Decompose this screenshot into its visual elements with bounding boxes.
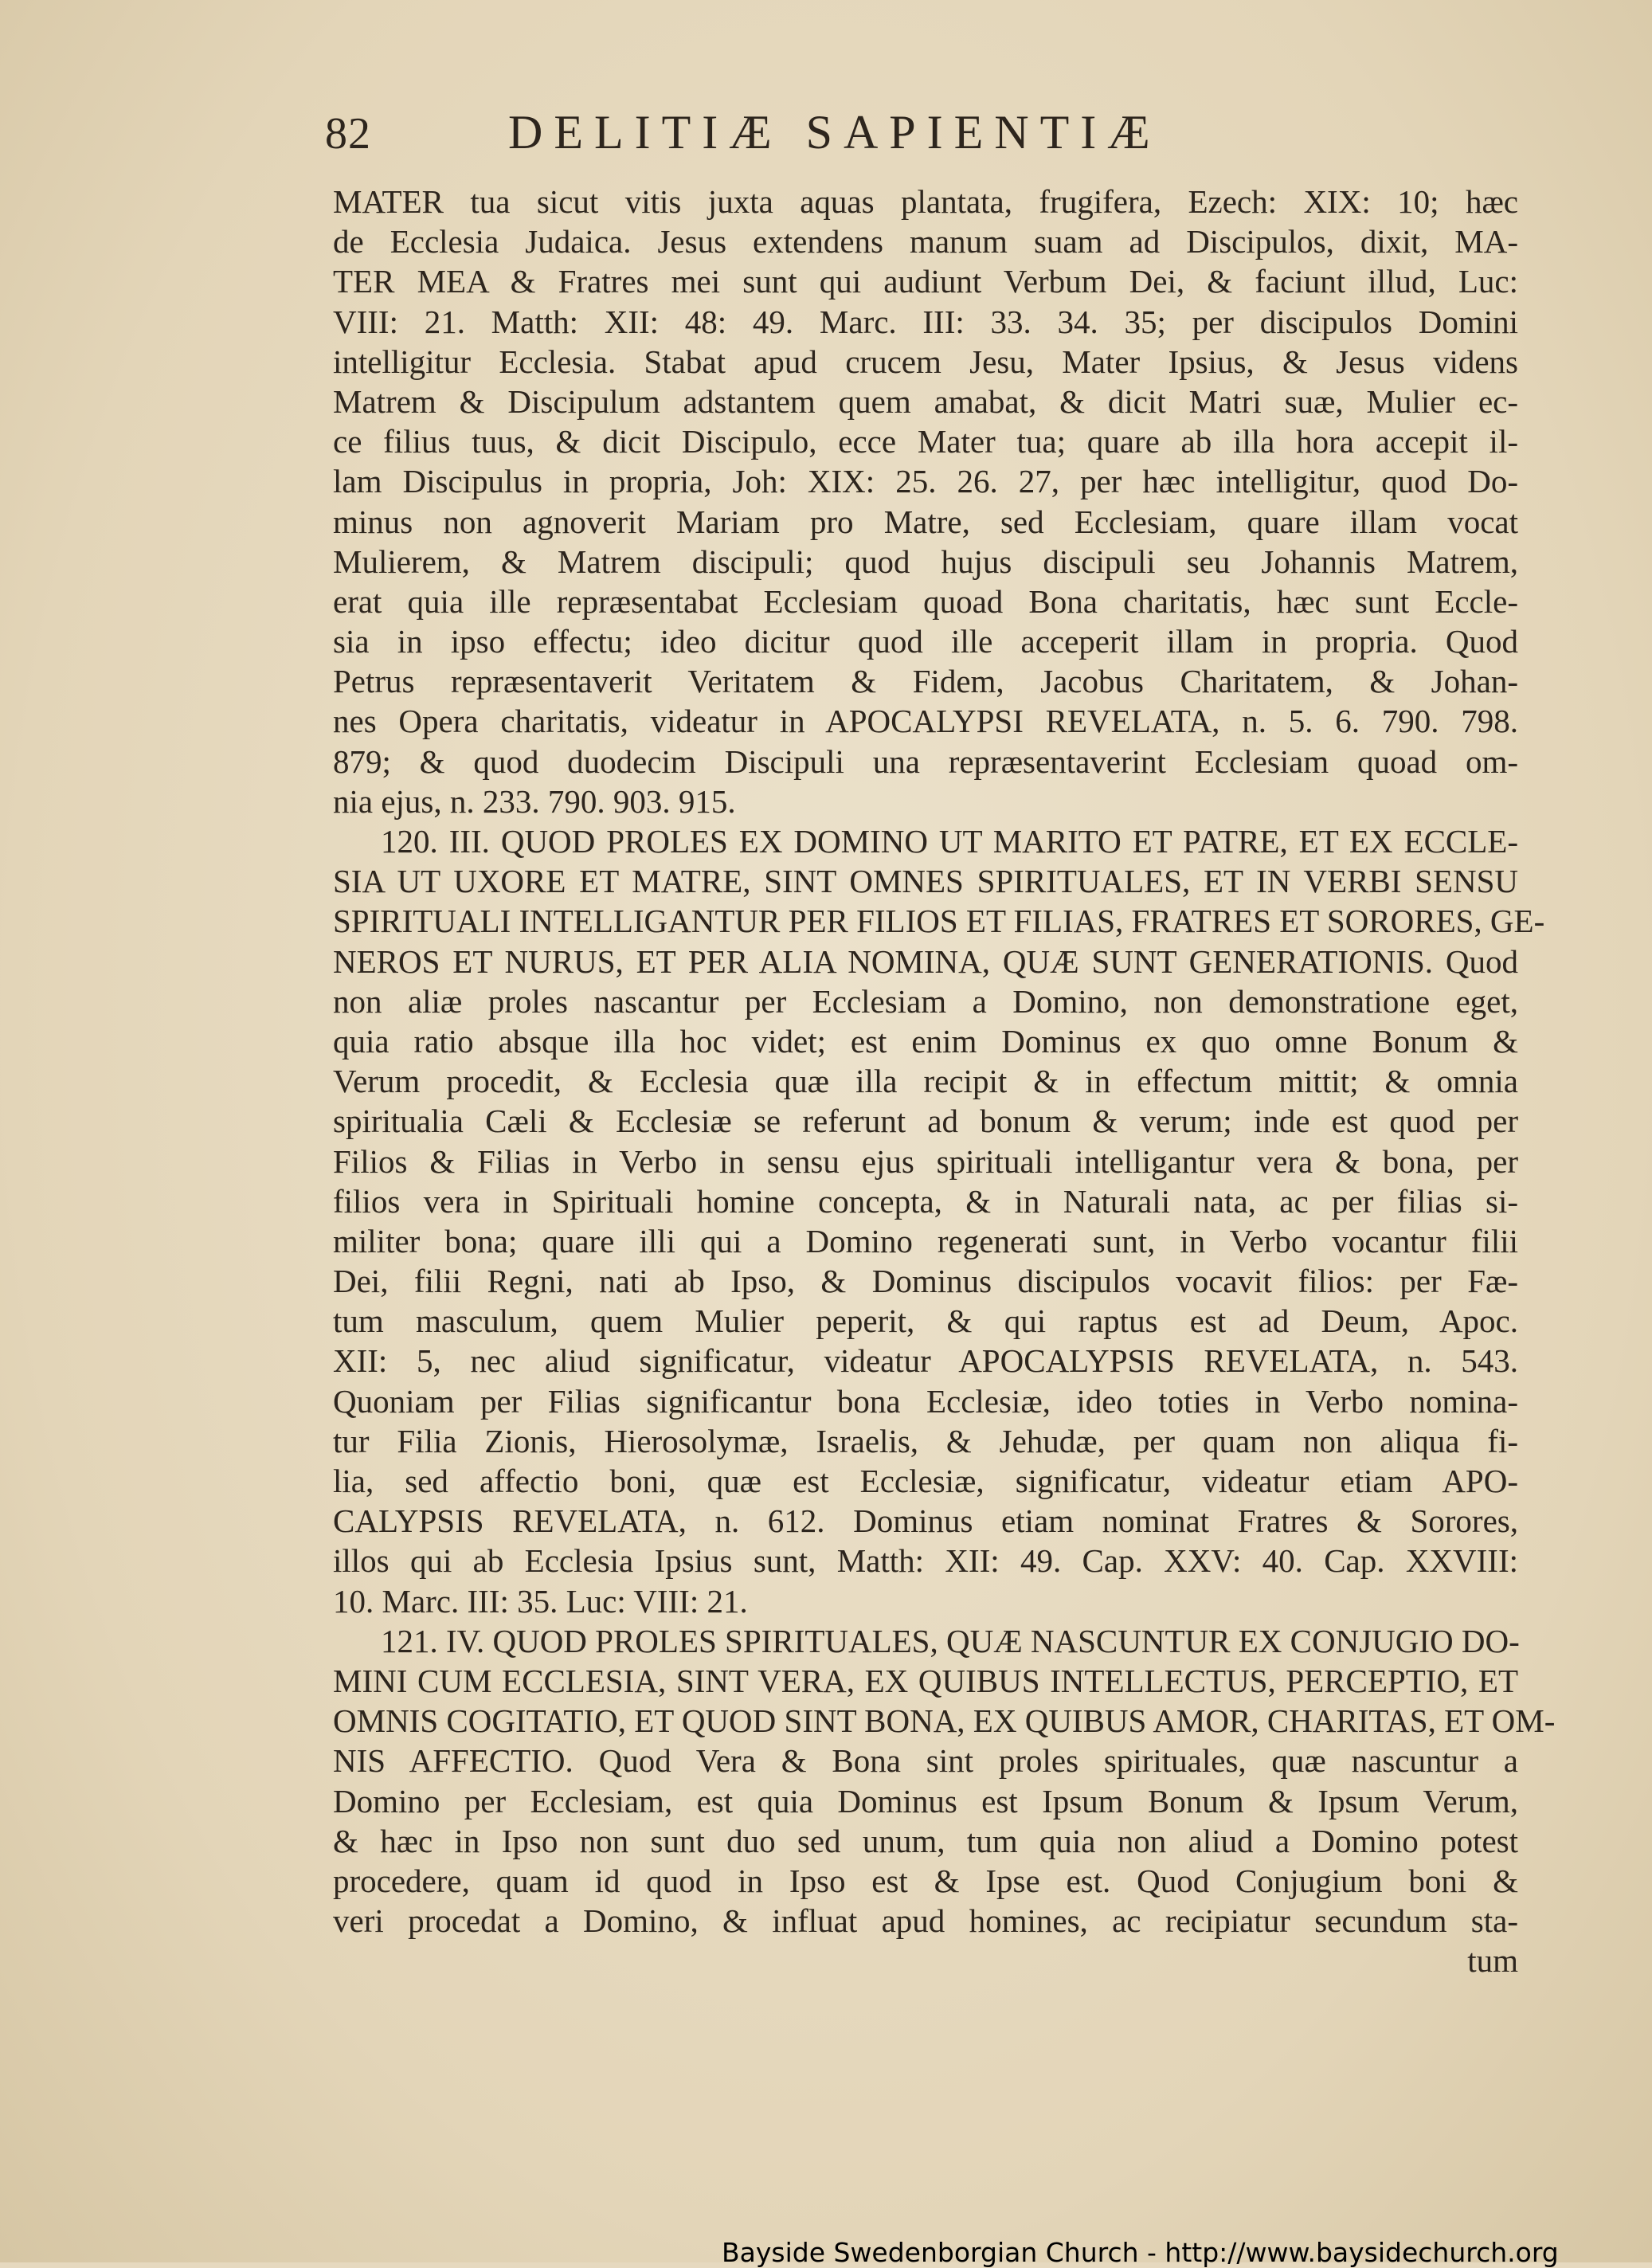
- text-line: 10. Marc. III: 35. Luc: VIII: 21.: [333, 1582, 748, 1620]
- body-text: [333, 182, 1556, 1980]
- section-heading-line: SIA UT UXORE ET MATRE, SINT OMNES SPIRITUALES, ET IN VERBI SENSU: [333, 863, 1518, 900]
- text-line: nia ejus, n. 233. 790. 903. 915.: [333, 782, 736, 820]
- text-line: minus non agnoverit Mariam pro Matre, sed Ecclesiam, quare illam vocat: [333, 503, 1518, 540]
- text-line: TER MEA & Fratres mei sunt qui audiunt Verbum Dei, & faciunt illud, Luc:: [333, 263, 1518, 300]
- text-line: Petrus repræsentaverit Veritatem & Fidem, Jacobus Charitatem, & Johan-: [333, 663, 1518, 700]
- text-line: ce filius tuus, & dicit Discipulo, ecce Mater tua; quare ab illa hora accepit il-: [333, 423, 1518, 460]
- text-line: intelligitur Ecclesia. Stabat apud crucem Jesu, Mater Ipsius, & Jesus videns: [333, 343, 1518, 380]
- text-line: quia ratio absque illa hoc videt; est enim Dominus ex quo omne Bonum &: [333, 1022, 1518, 1060]
- text-line: Dei, filii Regni, nati ab Ipso, & Dominus discipulos vocavit filios: per Fæ-: [333, 1263, 1518, 1300]
- section-heading-line: OMNIS COGITATIO, ET QUOD SINT BONA, EX QUIBUS AMOR, CHARITAS, ET OM-: [333, 1702, 1556, 1740]
- page-header: [325, 102, 1448, 166]
- text-line: VIII: 21. Matth: XII: 48: 49. Marc. III: 33. 34. 35; per discipulos Domini: [333, 303, 1518, 340]
- text-line: & hæc in Ipso non sunt duo sed unum, tum quia non aliud a Domino potest: [333, 1822, 1518, 1859]
- text-line: NIS AFFECTIO. Quod Vera & Bona sint proles spirituales, quæ nascuntur a: [333, 1742, 1518, 1780]
- text-line: veri procedat a Domino, & influat apud homines, ac recipiatur secundum sta-: [333, 1902, 1518, 1940]
- text-line: spiritualia Cæli & Ecclesiæ se referunt ad bonum & verum; inde est quod per: [333, 1103, 1518, 1140]
- text-line: Domino per Ecclesiam, est quia Dominus est Ipsum Bonum & Ipsum Verum,: [333, 1782, 1518, 1819]
- text-line: XII: 5, nec aliud significatur, videatur APOCALYPSIS REVELATA, n. 543.: [333, 1342, 1518, 1380]
- text-line: illos qui ab Ecclesia Ipsius sunt, Matth: XII: 49. Cap. XXV: 40. Cap. XXVIII:: [333, 1542, 1518, 1580]
- section-heading-line: 120. III. QUOD PROLES EX DOMINO UT MARITO ET PATRE, ET EX ECCLE-: [381, 823, 1518, 860]
- section-heading-line: SPIRITUALI INTELLIGANTUR PER FILIOS ET FILIAS, FRATRES ET SORORES, GE-: [333, 903, 1545, 940]
- text-line: Filios & Filias in Verbo in sensu ejus spirituali intelligantur vera & bona, per: [333, 1142, 1518, 1180]
- text-line: non aliæ proles nascantur per Ecclesiam a Domino, non demonstratione eget,: [333, 982, 1518, 1020]
- page-number: 82: [325, 109, 371, 159]
- text-line: Quoniam per Filias significantur bona Ecclesiæ, ideo toties in Verbo nomina-: [333, 1382, 1518, 1420]
- text-line: 879; & quod duodecim Discipuli una repræsentaverint Ecclesiam quoad om-: [333, 742, 1518, 780]
- text-line: Matrem & Discipulum adstantem quem amabat, & dicit Matri suæ, Mulier ec-: [333, 382, 1518, 420]
- text-line: de Ecclesia Judaica. Jesus extendens manum suam ad Discipulos, dixit, MA-: [333, 223, 1518, 260]
- text-line: Verum procedit, & Ecclesia quæ illa recipit & in effectum mittit; & omnia: [333, 1063, 1518, 1100]
- text-line: NEROS ET NURUS, ET PER ALIA NOMINA, QUÆ SUNT GENERATIONIS. Quod: [333, 942, 1518, 980]
- text-line: procedere, quam id quod in Ipso est & Ipse est. Quod Conjugium boni &: [333, 1862, 1518, 1899]
- text-line: MATER tua sicut vitis juxta aquas plantata, frugifera, Ezech: XIX: 10; hæc: [333, 183, 1518, 220]
- catchword: tum: [1467, 1942, 1518, 1980]
- text-line: lia, sed affectio boni, quæ est Ecclesiæ, significatur, videatur etiam APO-: [333, 1463, 1518, 1499]
- running-head: DELITIÆ SAPIENTIÆ: [508, 106, 1161, 159]
- text-line: Mulierem, & Matrem discipuli; quod hujus discipuli seu Johannis Matrem,: [333, 543, 1518, 580]
- watermark-credit: Bayside Swedenborgian Church - http://www.baysidechurch.org: [722, 2237, 1559, 2268]
- text-line: erat quia ille repræsentabat Ecclesiam quoad Bona charitatis, hæc sunt Eccle-: [333, 582, 1518, 620]
- section-heading-line: 121. IV. QUOD PROLES SPIRITUALES, QUÆ NASCUNTUR EX CONJUGIO DO-: [381, 1622, 1520, 1659]
- text-line: sia in ipso effectu; ideo dicitur quod ille acceperit illam in propria. Quod: [333, 623, 1518, 660]
- text-line: tur Filia Zionis, Hierosolymæ, Israelis, & Jehudæ, per quam non aliqua fi-: [333, 1422, 1518, 1459]
- text-line: militer bona; quare illi qui a Domino regenerati sunt, in Verbo vocantur filii: [333, 1222, 1518, 1259]
- text-line: nes Opera charitatis, videatur in APOCALYPSI REVELATA, n. 5. 6. 790. 798.: [333, 703, 1518, 740]
- section-heading-line: MINI CUM ECCLESIA, SINT VERA, EX QUIBUS INTELLECTUS, PERCEPTIO, ET: [333, 1662, 1518, 1699]
- text-line: filios vera in Spirituali homine concepta, & in Naturali nata, ac per filias si-: [333, 1182, 1518, 1220]
- text-line: tum masculum, quem Mulier peperit, & qui raptus est ad Deum, Apoc.: [333, 1302, 1518, 1340]
- text-line: lam Discipulus in propria, Joh: XIX: 25. 26. 27, per hæc intelligitur, quod Do-: [333, 463, 1518, 500]
- text-line: CALYPSIS REVELATA, n. 612. Dominus etiam nominat Fratres & Sorores,: [333, 1502, 1518, 1540]
